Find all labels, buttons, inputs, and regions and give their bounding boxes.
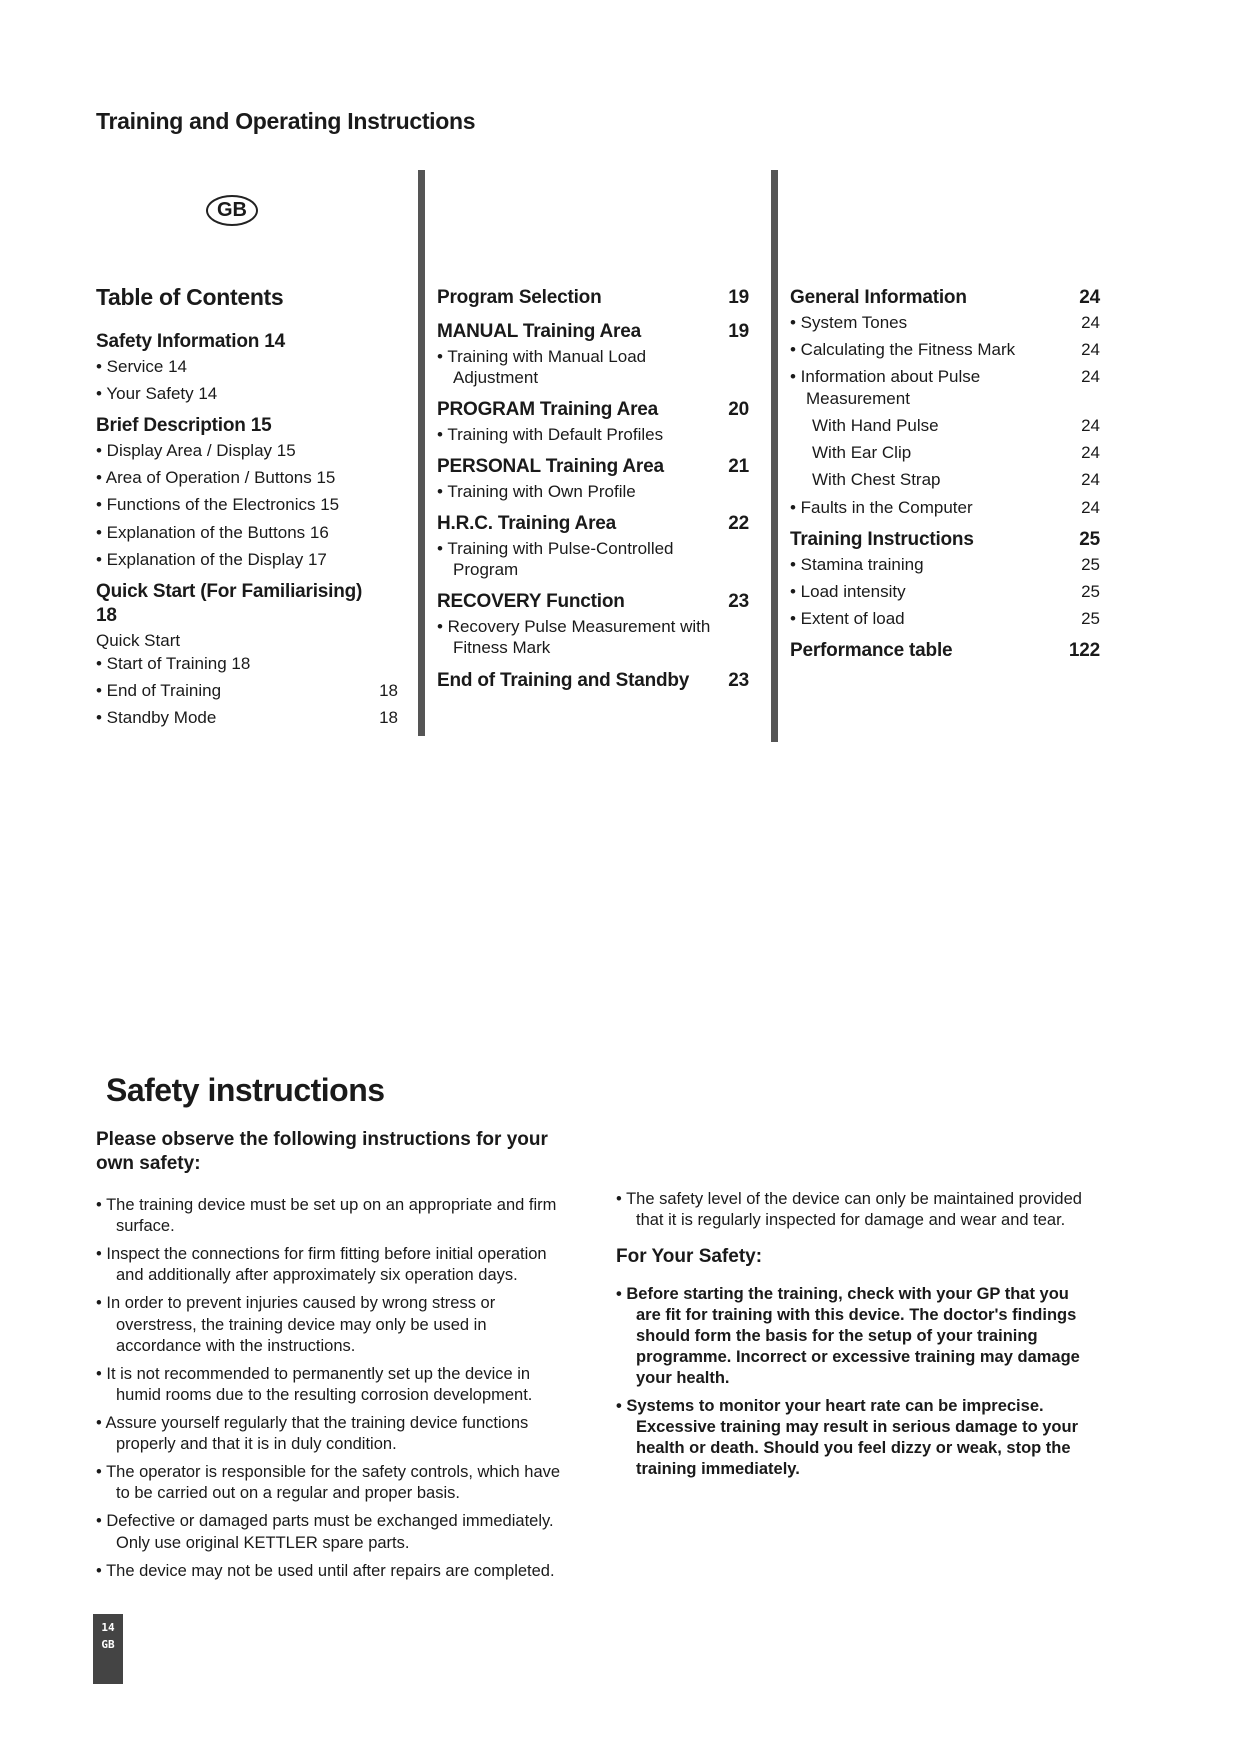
toc-heading-page: [368, 414, 398, 438]
toc-entry-label: • Training with Own Profile: [437, 481, 636, 501]
toc-section-heading: [96, 580, 398, 628]
toc-section: [437, 512, 749, 580]
toc-section-heading: [790, 286, 1100, 310]
toc-entry-label: • System Tones: [790, 312, 908, 332]
toc-entry-page: [372, 440, 398, 461]
toc-entry-page: 18: [379, 708, 398, 728]
toc-entry-label: • Standby Mode: [96, 708, 217, 728]
toc-entry: [96, 707, 398, 728]
toc-entry-page: [372, 549, 398, 570]
safety-title: Safety instructions: [106, 1072, 385, 1108]
toc-entry-label: • Recovery Pulse Measurement with Fitness Mark: [437, 617, 711, 658]
toc-subtitle: Quick Start: [96, 630, 181, 650]
toc-heading-page: 23: [728, 669, 749, 691]
toc-entry-page: 18: [379, 681, 398, 700]
list-item: • Systems to monitor your heart rate can be imprecise. Excessive training may result in serious damage to your health or death. Should you feel dizzy or weak, stop the training immediately.: [616, 1397, 1078, 1479]
toc-entry: [790, 312, 1100, 333]
toc-section: [437, 590, 749, 658]
page-number: 14: [101, 1621, 115, 1634]
toc-section: [790, 639, 1100, 663]
toc-entry-page: [723, 538, 749, 581]
toc-entry: [96, 383, 398, 404]
toc-entry: [790, 442, 1100, 463]
toc-entry-page: [723, 616, 749, 659]
toc-heading-page: 21: [728, 456, 749, 477]
safety-intro: Please observe the following instructions for your own safety:: [96, 1129, 548, 1175]
toc-entry: [96, 522, 398, 543]
toc-section: [96, 414, 398, 570]
toc-entry-label: • Start of Training 18: [96, 653, 251, 673]
column-divider-1: [418, 170, 425, 736]
toc-heading-label: Performance table: [790, 640, 953, 662]
toc-heading-page: 19: [728, 320, 749, 342]
column-divider-2: [771, 170, 778, 742]
toc-title: Table of Contents: [96, 284, 284, 310]
toc-section-heading: [96, 330, 398, 354]
toc-entry-page: [723, 424, 749, 445]
toc-entry-page: 25: [1081, 609, 1100, 628]
toc-section: [96, 580, 398, 729]
toc-column-1: [96, 283, 398, 739]
toc-entry-label: With Chest Strap: [812, 470, 941, 490]
toc-entry-label: • Extent of load: [790, 609, 905, 628]
toc-entry-page: [372, 383, 398, 404]
toc-entry-label: • Functions of the Electronics 15: [96, 495, 340, 515]
toc-entry: [96, 356, 398, 377]
toc-entry-page: 24: [1081, 312, 1100, 332]
toc-entry: [437, 616, 749, 659]
toc-entry-label: • Load intensity: [790, 581, 906, 601]
toc-section-heading: [437, 286, 749, 310]
toc-section: [437, 286, 749, 310]
toc-heading-label: Training Instructions: [790, 528, 974, 550]
toc-entry: [96, 680, 398, 701]
toc-heading-page: 20: [728, 399, 749, 420]
toc-entry-label: • End of Training: [96, 681, 222, 700]
toc-heading-page: [368, 580, 398, 628]
toc-heading-page: [368, 330, 398, 354]
list-item: • The operator is responsible for the safety controls, which have to be carried out on a regular and proper basis.: [96, 1463, 561, 1503]
toc-entry-page: 24: [1081, 497, 1100, 517]
toc-heading-page: 122: [1068, 640, 1100, 662]
toc-section: [437, 398, 749, 445]
toc-column-3: [790, 286, 1100, 673]
safety-right-column: [616, 1189, 1096, 1488]
toc-heading-page: 19: [728, 287, 749, 308]
toc-entry: [790, 415, 1100, 436]
toc-entry-page: 25: [1081, 554, 1100, 574]
toc-heading-label: RECOVERY Function: [437, 591, 625, 613]
toc-section: [790, 286, 1100, 518]
toc-entry-page: [723, 481, 749, 502]
toc-entry-label: • Calculating the Fitness Mark: [790, 340, 1016, 359]
toc-section-heading: [437, 398, 749, 422]
toc-heading-label: MANUAL Training Area: [437, 320, 641, 342]
toc-heading-label: Safety Information 14: [96, 330, 286, 352]
toc-entry-page: 24: [1081, 443, 1100, 462]
toc-entry: [790, 497, 1100, 518]
toc-entry-label: • Training with Manual Load Adjustment: [437, 346, 647, 387]
page-number-tab: [93, 1614, 123, 1684]
toc-entry: [790, 469, 1100, 490]
toc-entry-label: • Training with Default Profiles: [437, 424, 664, 444]
safety-left-list: [96, 1195, 576, 1589]
toc-entry-page: [372, 356, 398, 377]
toc-entry: [437, 481, 749, 502]
list-item: • Before starting the training, check with your GP that you are fit for training with this device. The doctor's findings should form the basis for the setup of your training programme. Incorrect or excessive training may damage your health.: [616, 1284, 1080, 1387]
toc-entry-page: [372, 467, 398, 488]
toc-section-heading: [790, 639, 1100, 663]
toc-entry-page: [372, 653, 398, 674]
toc-entry: [96, 494, 398, 515]
toc-heading-label: H.R.C. Training Area: [437, 513, 616, 534]
toc-entry-label: • Explanation of the Buttons 16: [96, 522, 329, 542]
toc-section-heading: [437, 512, 749, 536]
toc-entry-page: 24: [1081, 340, 1100, 359]
list-item: • The safety level of the device can only be maintained provided that it is regularly inspected for damage and wear and tear.: [616, 1190, 1082, 1230]
toc-entry: [790, 581, 1100, 602]
toc-section-heading: [437, 320, 749, 344]
toc-section: [437, 455, 749, 502]
toc-heading-page: 23: [728, 591, 749, 613]
toc-entry-page: [372, 522, 398, 543]
list-item: • Defective or damaged parts must be exchanged immediately. Only use original KETTLER spare parts.: [96, 1512, 554, 1552]
list-item: • The training device must be set up on an appropriate and firm surface.: [96, 1196, 557, 1236]
toc-section: [437, 669, 749, 693]
toc-entry-label: • Display Area / Display 15: [96, 440, 296, 460]
toc-entry-page: [723, 346, 749, 389]
toc-entry-label: • Training with Pulse-Controlled Program: [437, 538, 674, 579]
toc-entry: [437, 346, 749, 389]
toc-section: [437, 320, 749, 388]
toc-entry: [790, 554, 1100, 575]
toc-entry-label: • Stamina training: [790, 554, 924, 574]
toc-section-heading: [790, 528, 1100, 552]
language-badge: GB: [206, 195, 258, 226]
toc-entry: [96, 549, 398, 570]
toc-entry-label: With Hand Pulse: [812, 415, 939, 435]
toc-section-heading: [96, 414, 398, 438]
toc-entry-page: 24: [1081, 415, 1100, 435]
toc-heading-page: 22: [728, 513, 749, 534]
page-lang: GB: [101, 1637, 115, 1651]
toc-entry-page: 24: [1081, 367, 1100, 387]
toc-column-2: [437, 286, 749, 702]
toc-entry-label: • Explanation of the Display 17: [96, 549, 327, 569]
list-item: • Inspect the connections for firm fitting before initial operation and additionally after approximately six operation days.: [96, 1245, 547, 1285]
toc-entry-label: • Service 14: [96, 356, 187, 376]
list-item: • In order to prevent injuries caused by wrong stress or overstress, the training device may only be used in accordance with the instructions.: [96, 1294, 496, 1355]
toc-entry-page: [372, 494, 398, 515]
toc-entry-label: • Faults in the Computer: [790, 497, 973, 517]
toc-heading-label: PROGRAM Training Area: [437, 399, 659, 420]
toc-heading-page: 24: [1079, 287, 1100, 308]
toc-heading-label: General Information: [790, 287, 967, 308]
toc-entry: [437, 424, 749, 445]
toc-entry-label: With Ear Clip: [812, 443, 912, 462]
toc-section: [96, 330, 398, 404]
toc-section-heading: [437, 590, 749, 614]
for-your-safety-heading: For Your Safety:: [616, 1246, 763, 1268]
toc-entry: [96, 440, 398, 461]
toc-entry-label: • Information about Pulse Measurement: [790, 367, 981, 408]
toc-heading-page: 25: [1079, 528, 1100, 550]
toc-entry: [790, 339, 1100, 360]
toc-entry-page: 24: [1081, 470, 1100, 490]
toc-section: [790, 528, 1100, 630]
toc-entry: [96, 467, 398, 488]
toc-entry: [790, 608, 1100, 629]
toc-entry: [790, 366, 1100, 409]
list-item: • Assure yourself regularly that the training device functions properly and that it is in duly condition.: [96, 1413, 529, 1454]
toc-entry: [96, 653, 398, 674]
toc-heading-label: PERSONAL Training Area: [437, 456, 664, 477]
toc-heading-label: End of Training and Standby: [437, 669, 690, 691]
toc-entry: [437, 538, 749, 581]
list-item: • The device may not be used until after repairs are completed.: [96, 1561, 555, 1580]
toc-entry-page: 25: [1081, 581, 1100, 601]
toc-heading-label: Program Selection: [437, 287, 602, 308]
toc-heading-label: Quick Start (For Familiarising) 18: [96, 581, 363, 626]
toc-entry-label: • Area of Operation / Buttons 15: [96, 468, 336, 487]
page-header-title: Training and Operating Instructions: [96, 108, 476, 134]
toc-section-heading: [437, 455, 749, 479]
toc-entry-label: • Your Safety 14: [96, 383, 218, 403]
toc-heading-label: Brief Description 15: [96, 415, 272, 436]
list-item: • It is not recommended to permanently set up the device in humid rooms due to the resulting corrosion development.: [96, 1364, 533, 1404]
toc-section-heading: [437, 669, 749, 693]
